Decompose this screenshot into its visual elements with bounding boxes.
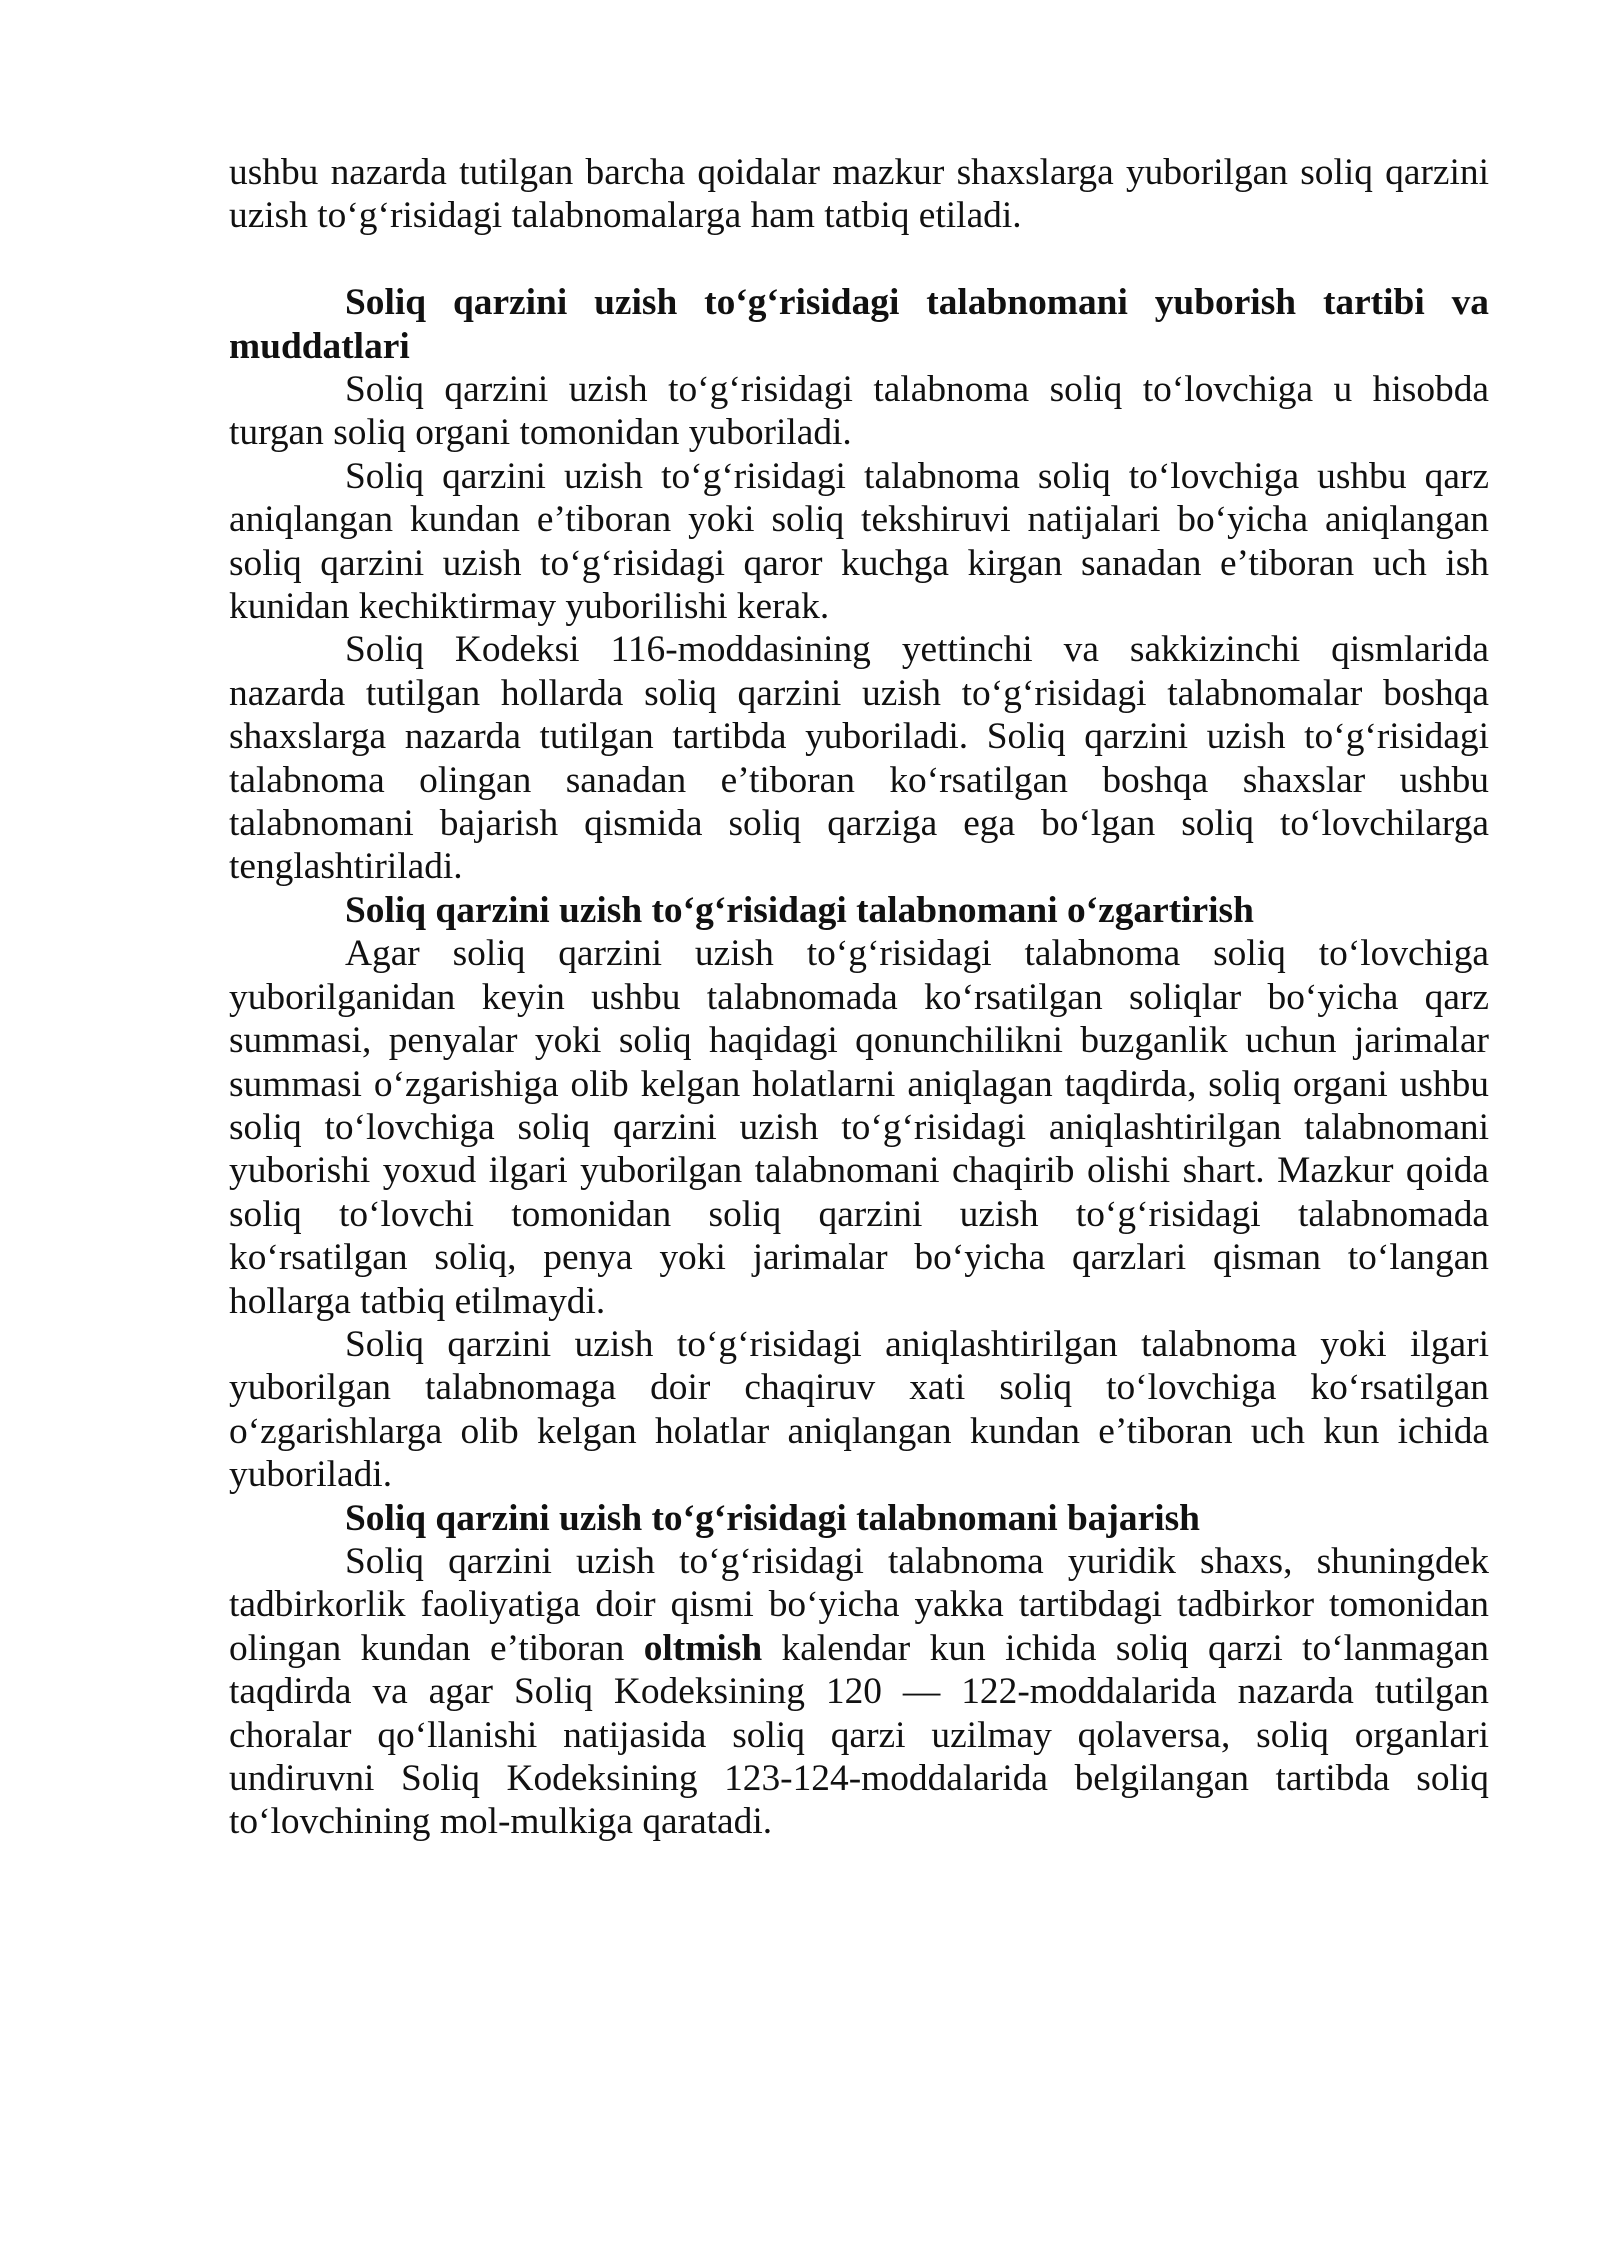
paragraph xyxy=(229,151,1489,238)
text-line: summasi o‘zgarishiga olib kelgan holatlarni aniqlagan taqdirda, soliq organi ushbu xyxy=(229,1063,1489,1105)
text-line: shaxslarga nazarda tutilgan tartibda yuboriladi. Soliq qarzini uzish to‘g‘risidagi xyxy=(229,716,1489,758)
section-heading xyxy=(229,281,1489,368)
paragraph xyxy=(229,1323,1489,1497)
text-line: Soliq Kodeksi 116-moddasining yettinchi va sakkizinchi qismlarida xyxy=(345,629,1489,671)
paragraph xyxy=(229,368,1489,455)
text-line: Soliq qarzini uzish to‘g‘risidagi talabnomani bajarish xyxy=(345,1497,1200,1539)
text-line: muddatlari xyxy=(229,325,410,367)
text-segment: olingan kundan e’tiboran xyxy=(229,1627,644,1669)
text-line: kunidan kechiktirmay yuborilishi kerak. xyxy=(229,586,830,628)
text-line xyxy=(229,1627,1489,1670)
text-line: Agar soliq qarzini uzish to‘g‘risidagi talabnoma soliq to‘lovchiga xyxy=(345,933,1489,975)
text-line: to‘lovchining mol-mulkiga qaratadi. xyxy=(229,1801,773,1843)
text-line: o‘zgarishlarga olib kelgan holatlar aniqlangan kundan e’tiboran uch kun ichida xyxy=(229,1410,1489,1452)
text-line: ushbu nazarda tutilgan barcha qoidalar mazkur shaxslarga yuborilgan soliq qarzini xyxy=(229,152,1489,193)
text-line: Soliq qarzini uzish to‘g‘risidagi talabnomani o‘zgartirish xyxy=(345,889,1254,931)
text-line: nazarda tutilgan hollarda soliq qarzini uzish to‘g‘risidagi talabnomalar boshqa xyxy=(229,672,1489,714)
text-line: yuborilgan talabnomaga doir chaqiruv xati soliq to‘lovchiga ko‘rsatilgan xyxy=(229,1367,1489,1409)
text-line: yuboriladi. xyxy=(229,1454,393,1496)
text-line: talabnoma olingan sanadan e’tiboran ko‘rsatilgan boshqa shaxslar ushbu xyxy=(229,759,1489,801)
text-line: Soliq qarzini uzish to‘g‘risidagi talabnoma soliq to‘lovchiga u hisobda xyxy=(345,369,1489,411)
text-line: turgan soliq organi tomonidan yuboriladi. xyxy=(229,412,852,454)
text-line: yuborilganidan keyin ushbu talabnomada ko‘rsatilgan soliqlar bo‘yicha qarz xyxy=(229,976,1489,1018)
text-line: talabnomani bajarish qismida soliq qarziga ega bo‘lgan soliq to‘lovchilarga xyxy=(229,803,1489,845)
text-line: Soliq qarzini uzish to‘g‘risidagi talabnomani yuborish tartibi va xyxy=(345,282,1489,324)
document-body xyxy=(229,151,1489,1844)
paragraph xyxy=(229,455,1489,629)
text-line: ko‘rsatilgan soliq, penya yoki jarimalar bo‘yicha qarzlari qisman to‘langan xyxy=(229,1237,1489,1279)
text-line: Soliq qarzini uzish to‘g‘risidagi aniqlashtirilgan talabnoma yoki ilgari xyxy=(345,1323,1489,1365)
text-line: tenglashtiriladi. xyxy=(229,846,463,888)
text-line: hollarga tatbiq etilmaydi. xyxy=(229,1280,606,1322)
text-line: uzish to‘g‘risidagi talabnomalarga ham tatbiq etiladi. xyxy=(229,195,1022,237)
paragraph xyxy=(229,1540,1489,1844)
text-line: tadbirkorlik faoliyatiga doir qismi bo‘yicha yakka tartibdagi tadbirkor tomonidan xyxy=(229,1584,1489,1626)
text-line: choralar qo‘llanishi natijasida soliq qarzi uzilmay qolaversa, soliq organlari xyxy=(229,1714,1489,1756)
text-line: Soliq qarzini uzish to‘g‘risidagi talabnoma soliq to‘lovchiga ushbu qarz xyxy=(345,455,1489,497)
text-line: Soliq qarzini uzish to‘g‘risidagi talabnoma yuridik shaxs, shuningdek xyxy=(345,1540,1489,1582)
blank-line xyxy=(229,238,1489,281)
paragraph xyxy=(229,628,1489,888)
section-heading xyxy=(229,1497,1489,1540)
paragraph xyxy=(229,932,1489,1323)
text-line: summasi, penyalar yoki soliq haqidagi qonunchilikni buzganlik uchun jarimalar xyxy=(229,1020,1489,1062)
text-line: undiruvni Soliq Kodeksining 123-124-moddalarida belgilangan tartibda soliq xyxy=(229,1758,1489,1800)
text-line: yuborishi yoxud ilgari yuborilgan talabnomani chaqirib olishi shart. Mazkur qoida xyxy=(229,1150,1489,1192)
text-line: soliq qarzini uzish to‘g‘risidagi qaror kuchga kirgan sanadan e’tiboran uch ish xyxy=(229,542,1489,584)
text-line: aniqlangan kundan e’tiboran yoki soliq tekshiruvi natijalari bo‘yicha aniqlangan xyxy=(229,499,1489,541)
text-segment: kalendar kun ichida soliq qarzi to‘lanmagan xyxy=(762,1627,1489,1669)
text-line: soliq to‘lovchi tomonidan soliq qarzini uzish to‘g‘risidagi talabnomada xyxy=(229,1193,1489,1235)
text-line: soliq to‘lovchiga soliq qarzini uzish to‘g‘risidagi aniqlashtirilgan talabnomani xyxy=(229,1106,1489,1148)
bold-emphasis: oltmish xyxy=(643,1627,763,1669)
text-line: taqdirda va agar Soliq Kodeksining 120 — 122-moddalarida nazarda tutilgan xyxy=(229,1671,1489,1713)
section-heading xyxy=(229,889,1489,932)
